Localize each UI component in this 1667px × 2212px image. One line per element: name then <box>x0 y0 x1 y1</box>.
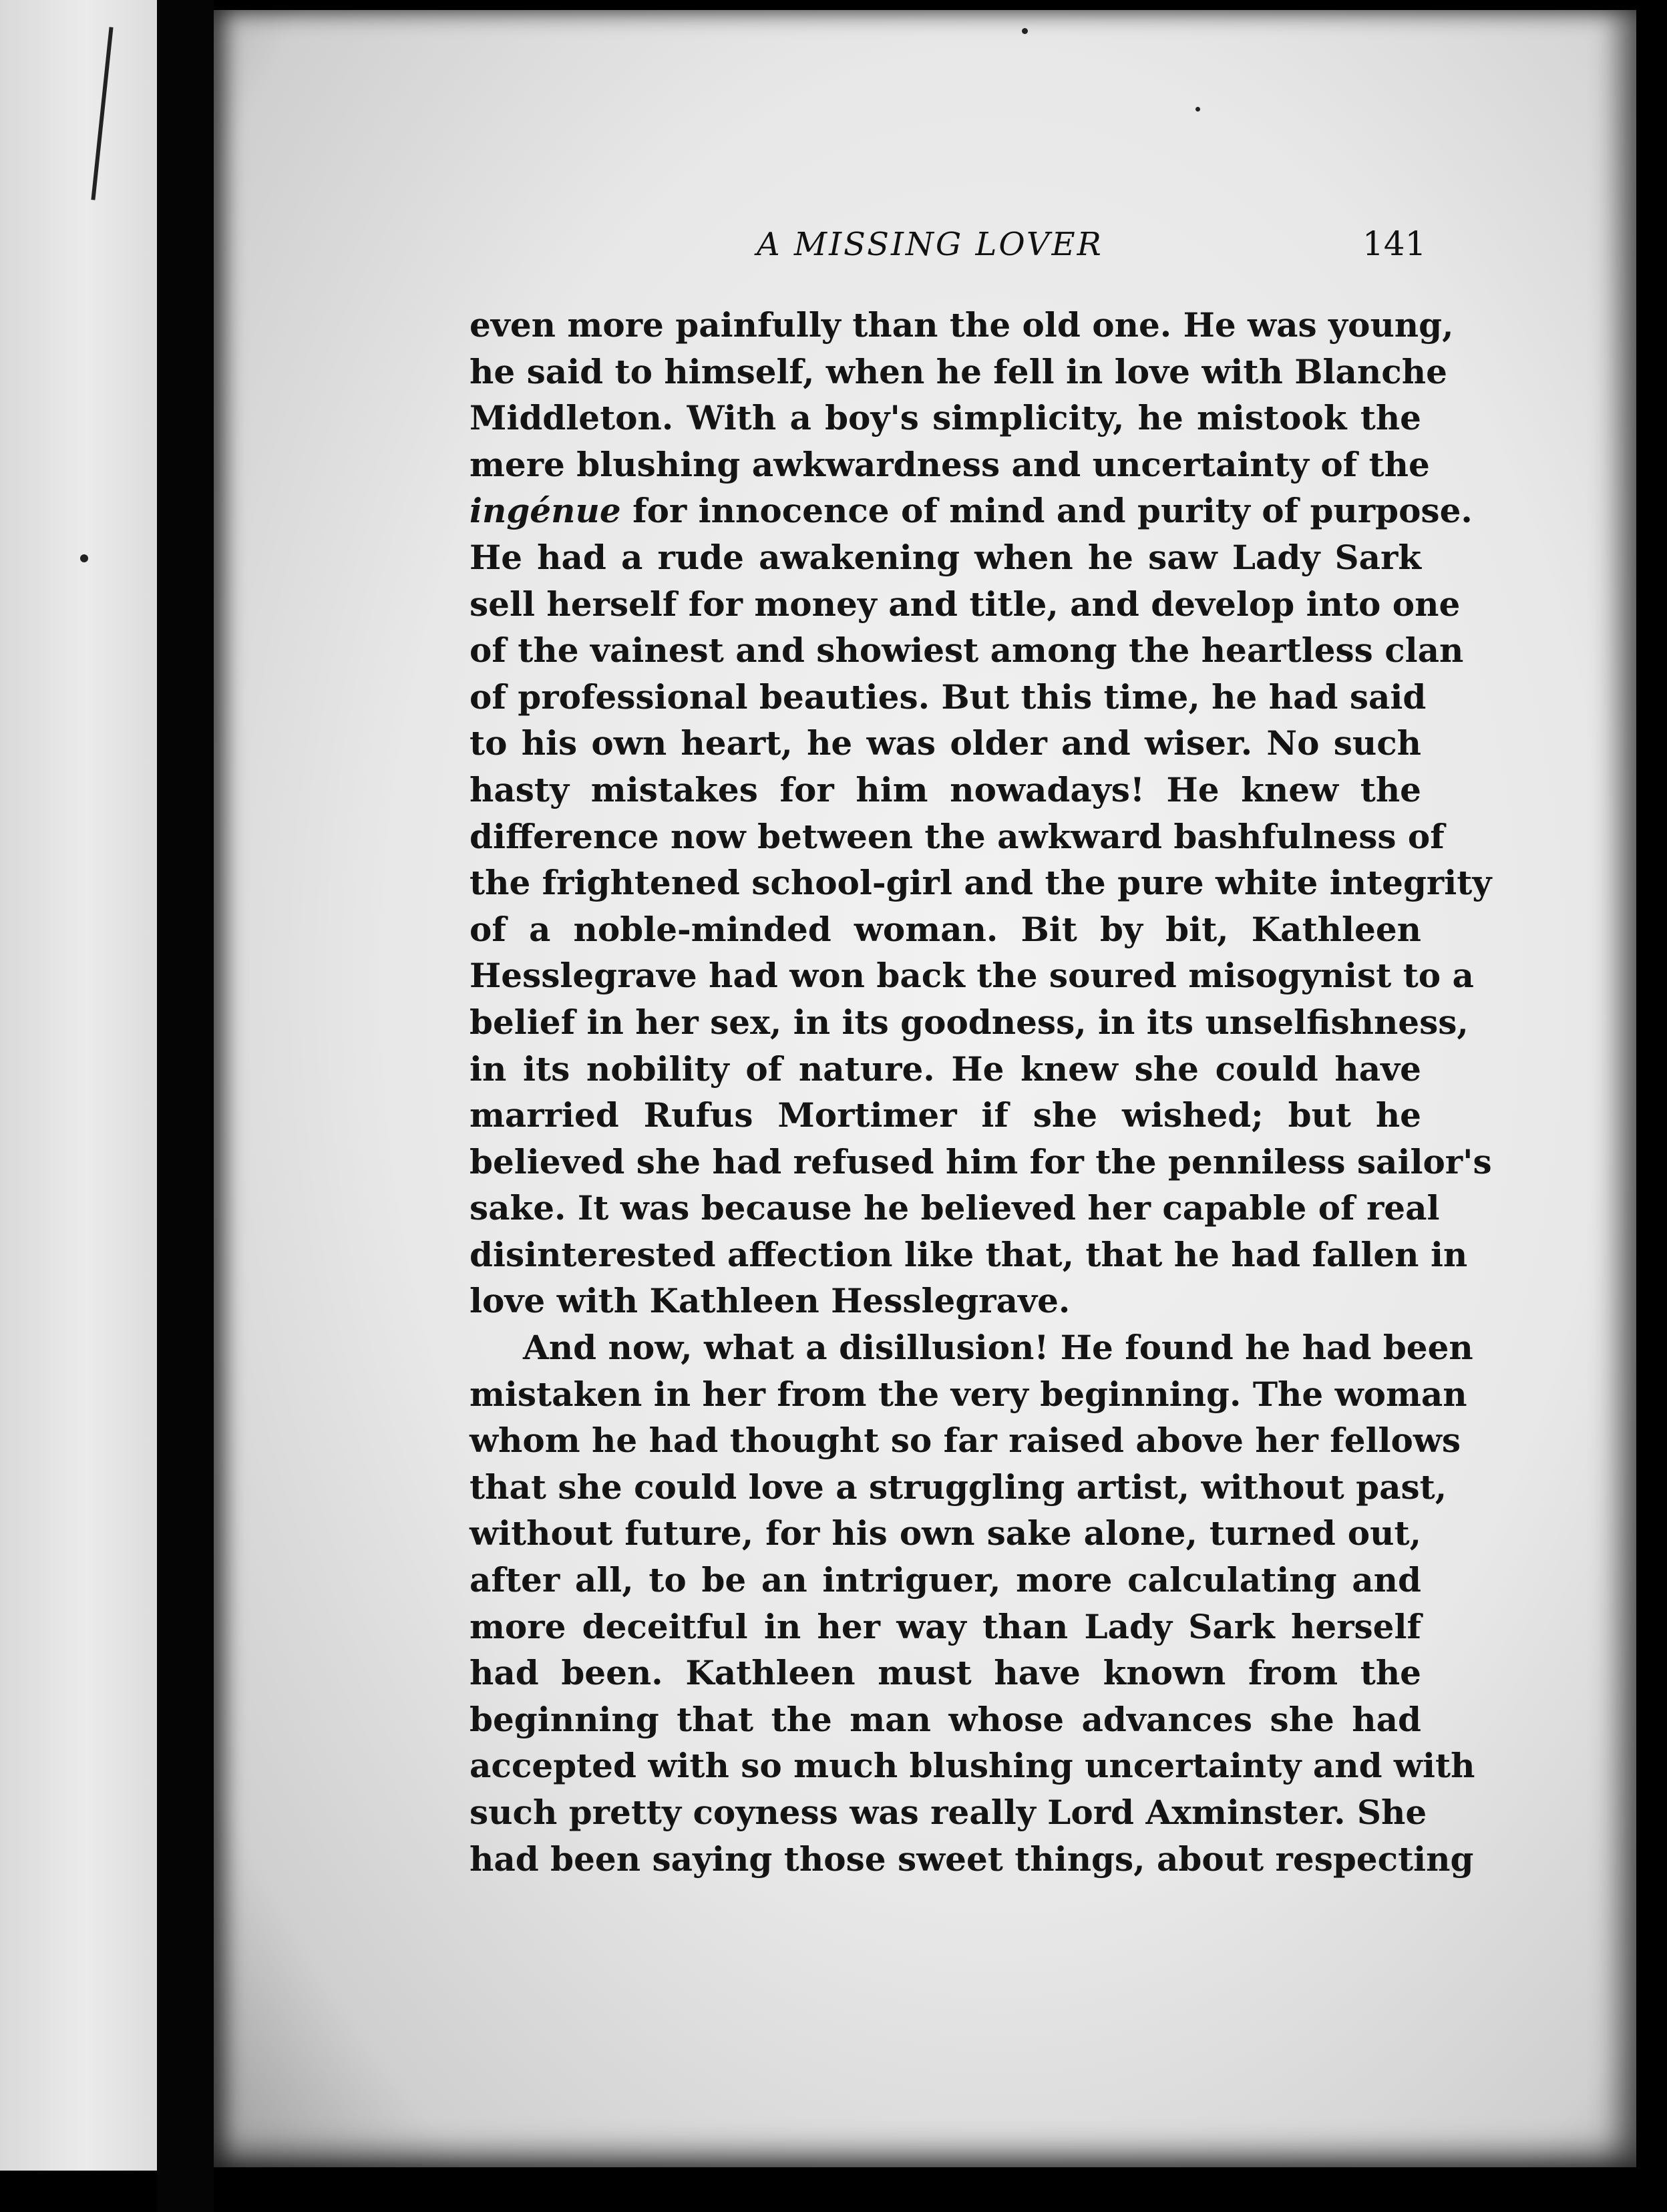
text-line: even more painfully than the old one. He was young, <box>470 305 1454 345</box>
text-line: of professional beauties. But this time, he had said <box>470 677 1427 717</box>
text-line: more deceitful in her way than Lady Sark herself <box>470 1606 1421 1646</box>
page-number: 141 <box>1362 224 1427 263</box>
text-line: whom he had thought so far raised above her fellows <box>470 1421 1461 1461</box>
text-line: such pretty coyness was really Lord Axminster. She <box>470 1793 1427 1832</box>
text-line: had been. Kathleen must have known from the <box>470 1653 1421 1693</box>
text-line: He had a rude awakening when he saw Lady Sark <box>470 537 1421 577</box>
scan-border <box>1636 0 1667 2212</box>
binding-gutter <box>157 0 214 2212</box>
text-line: that she could love a struggling artist, without past, <box>470 1467 1447 1507</box>
text-line: married Rufus Mortimer if she wished; but he <box>470 1095 1421 1135</box>
text-line: in its nobility of nature. He knew she could have <box>470 1049 1421 1089</box>
text-line: Hesslegrave had won back the soured misogynist to a <box>470 956 1474 996</box>
text-line: the frightened school-girl and the pure white integrity <box>470 863 1492 903</box>
text-line: Middleton. With a boy's simplicity, he mistook the <box>470 398 1421 438</box>
text-line: difference now between the awkward bashfulness of <box>470 816 1445 856</box>
text-line: of the vainest and showiest among the heartless clan <box>470 630 1464 671</box>
text-line: sell herself for money and title, and develop into one <box>470 584 1461 624</box>
text-line: sake. It was because he believed her capable of real <box>470 1188 1440 1228</box>
text-line: And now, what a disillusion! He found he had been <box>523 1328 1473 1368</box>
ink-speck <box>1022 28 1028 34</box>
text-line: after all, to be an intriguer, more calculating and <box>470 1560 1421 1600</box>
text-line: love with Kathleen Hesslegrave. <box>470 1281 1071 1321</box>
text-line: beginning that the man whose advances she had <box>470 1699 1421 1739</box>
text-line: disinterested affection like that, that he had fallen in <box>470 1234 1468 1274</box>
ink-speck <box>80 554 88 562</box>
text-line: of a noble-minded woman. Bit by bit, Kathleen <box>470 909 1421 949</box>
text-line: without future, for his own sake alone, turned out, <box>470 1513 1421 1553</box>
text-line: mere blushing awkwardness and uncertainty of the <box>470 444 1430 484</box>
running-head: A MISSING LOVER <box>757 226 1103 263</box>
text-line: he said to himself, when he fell in love with Blanche <box>470 351 1447 391</box>
text-line: believed she had refused him for the penniless sailor's <box>470 1141 1492 1181</box>
text-line: hasty mistakes for him nowadays! He knew the <box>470 769 1421 809</box>
text-line: had been saying those sweet things, about respecting <box>470 1839 1474 1879</box>
text-line: accepted with so much blushing uncertainty and with <box>470 1746 1475 1786</box>
italic-word: ingénue <box>470 491 621 531</box>
text-line: to his own heart, he was older and wiser. No such <box>470 723 1421 763</box>
line-text: for innocence of mind and purity of purpose. <box>632 491 1473 531</box>
body-text <box>470 302 1492 1882</box>
facing-page-edge <box>0 0 157 2171</box>
text-line <box>470 488 1473 534</box>
text-line: mistaken in her from the very beginning. The woman <box>470 1374 1467 1414</box>
text-line: belief in her sex, in its goodness, in its unselfishness, <box>470 1002 1469 1042</box>
ink-speck <box>1195 107 1200 112</box>
